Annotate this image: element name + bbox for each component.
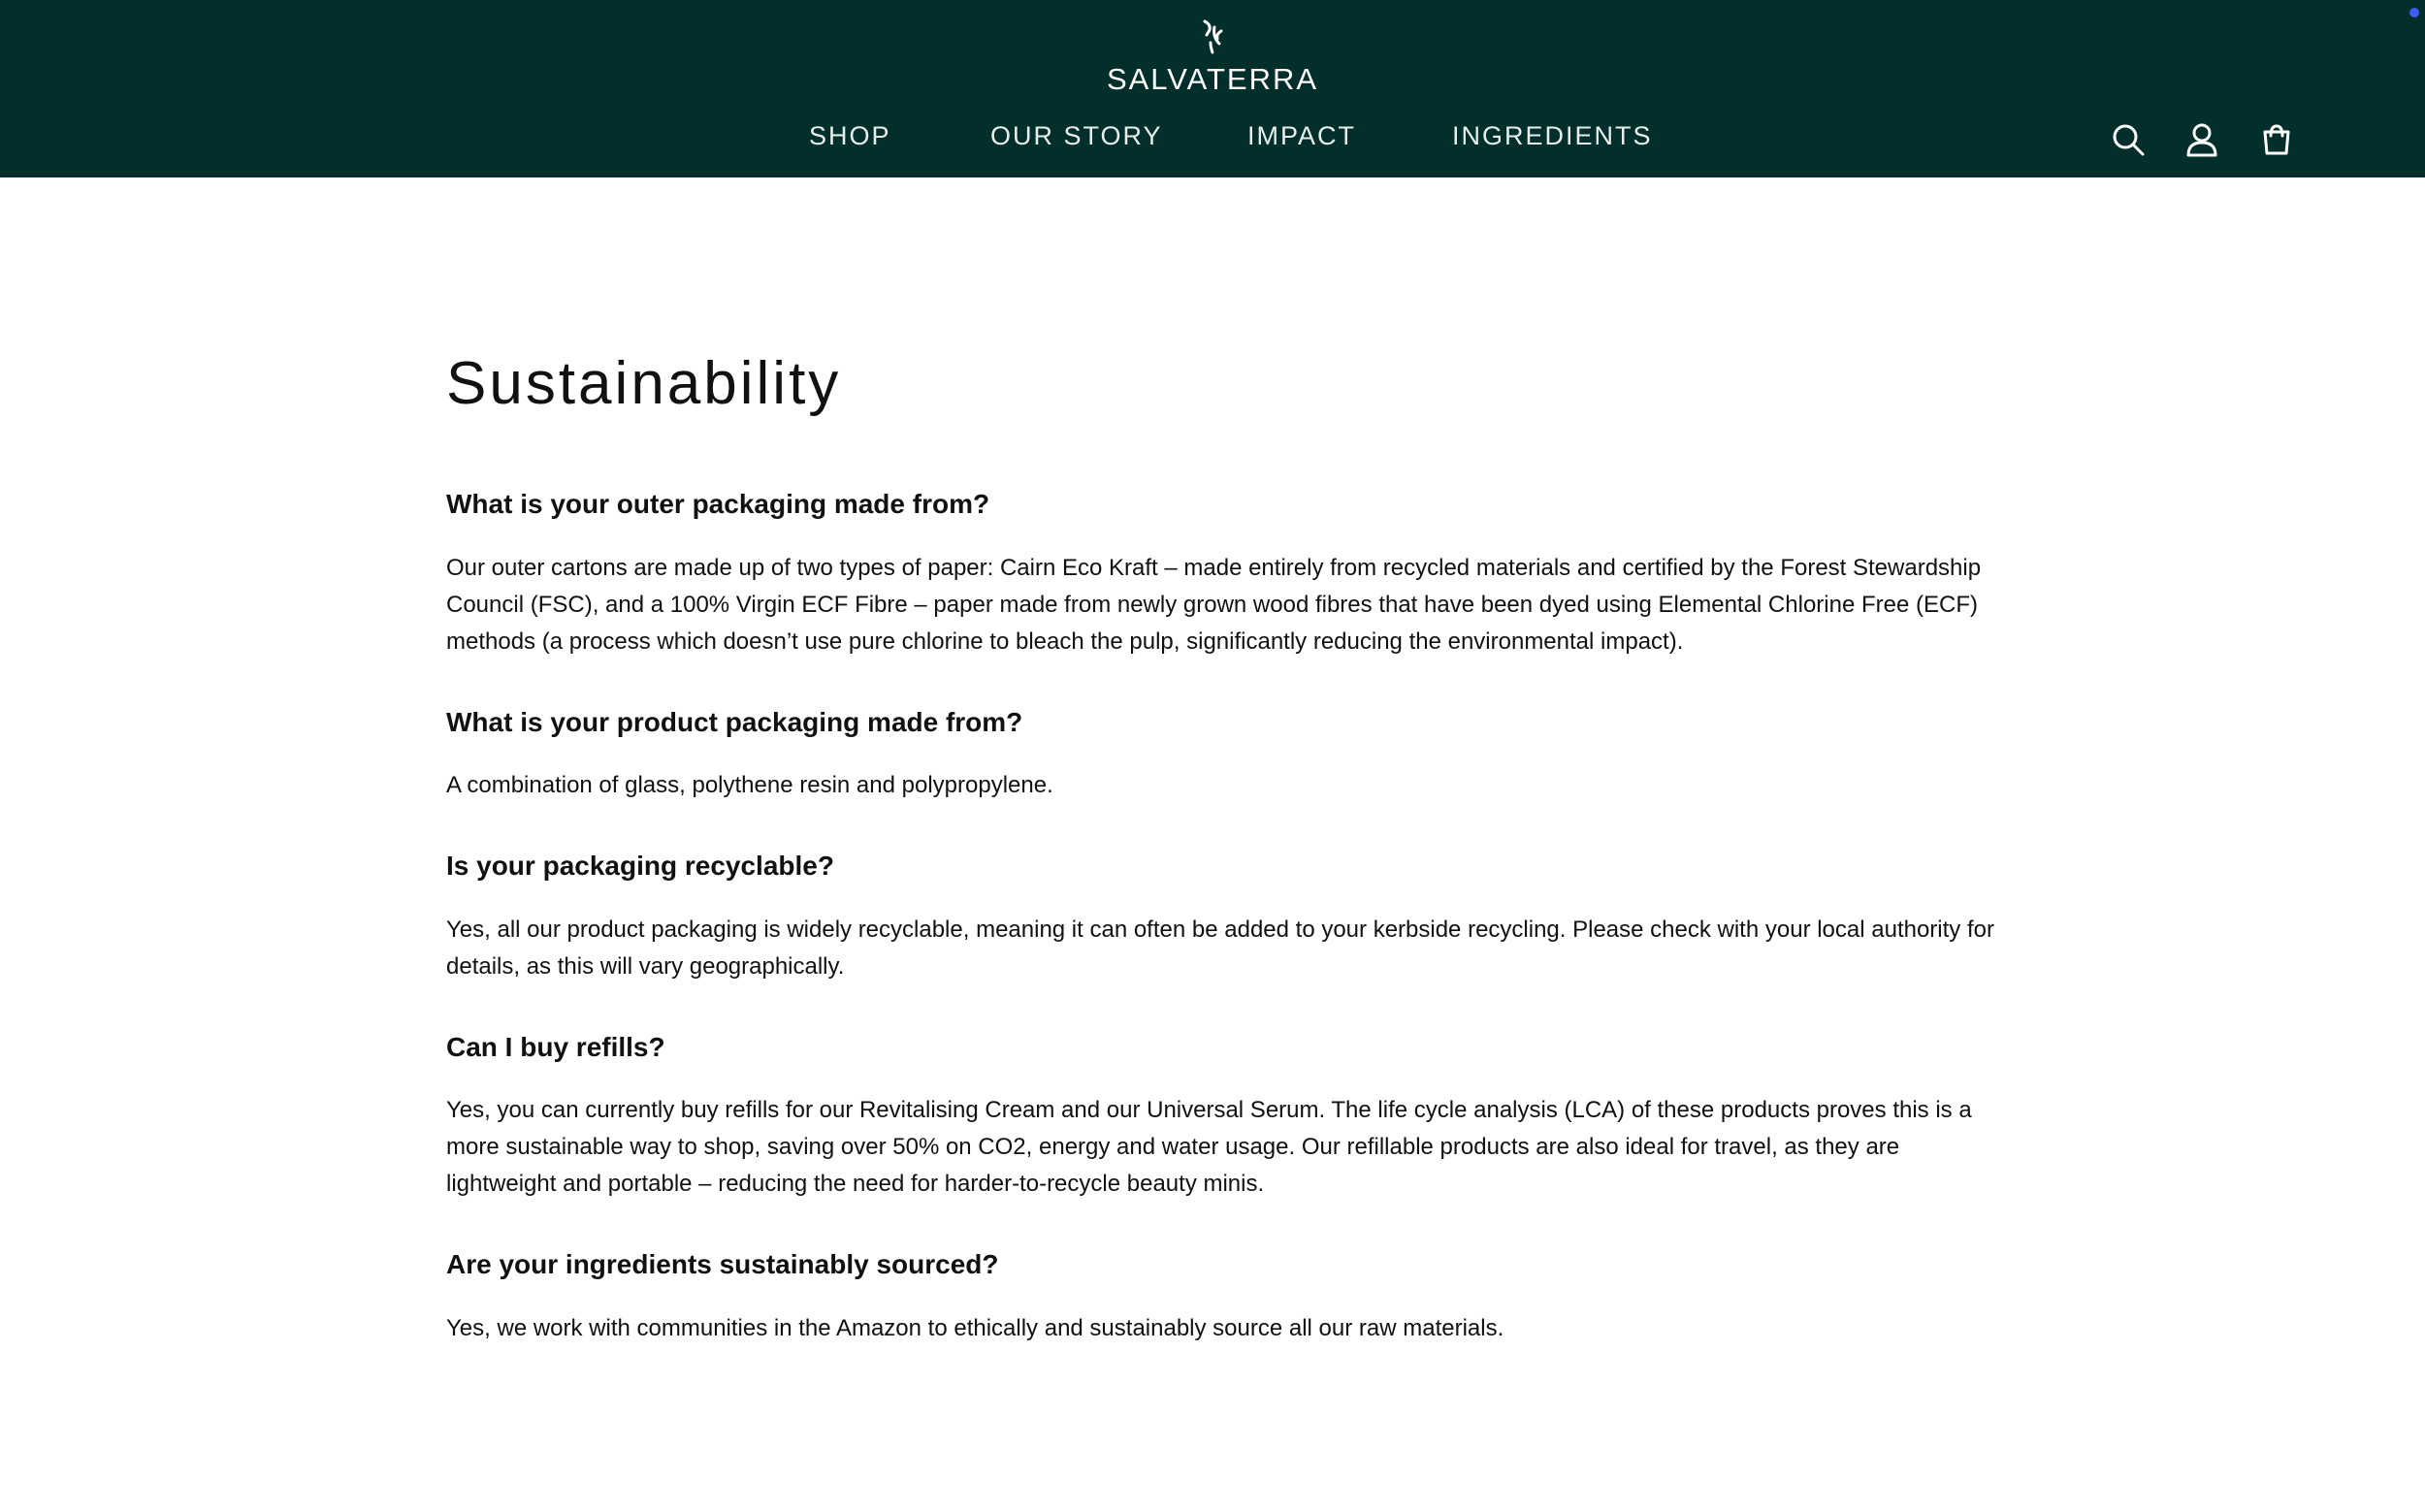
logo-mark-icon [1193, 17, 1232, 56]
account-icon[interactable] [2182, 120, 2221, 159]
cart-icon[interactable] [2257, 120, 2296, 159]
indicator-dot [2409, 8, 2419, 17]
site-header [0, 0, 2425, 177]
brand-name: SALVATERRA [1106, 62, 1319, 96]
faq-answer: Yes, we work with communities in the Amazon to ethically and sustainably source all our raw materials. [446, 1314, 1504, 1341]
faq-question: What is your outer packaging made from? [446, 489, 990, 519]
nav-shop[interactable]: SHOP [809, 121, 891, 150]
nav-our-story[interactable]: OUR STORY [990, 121, 1163, 150]
nav-impact[interactable]: IMPACT [1247, 121, 1356, 150]
main-nav [0, 121, 2425, 160]
main-content [446, 349, 1998, 1393]
faq-answer: Yes, all our product packaging is widely recyclable, meaning it can often be added to your kerbside recycling. Please check with your local authority for details, as this will vary geographically. [446, 916, 1994, 980]
faq-item [446, 488, 1998, 660]
faq-answer: A combination of glass, polythene resin and polypropylene. [446, 772, 1053, 799]
faq-item [446, 1031, 1998, 1204]
faq-question: What is your product packaging made from? [446, 706, 1023, 737]
nav-ingredients[interactable]: INGREDIENTS [1452, 121, 1653, 150]
faq-question: Is your packaging recyclable? [446, 851, 834, 882]
faq-answer: Our outer cartons are made up of two types of paper: Cairn Eco Kraft – made entirely from recycled materials and certified by the Forest Stewardship Council (FSC), and a 100% Virgin ECF Fibre – paper made from newly grown wood fibres that have been dyed using Elemental Chlorine Free (ECF) methods (a process which doesn’t use pure chlorine to bleach the pulp, significantly reducing the environmental impact). [446, 554, 1982, 655]
search-icon[interactable] [2109, 120, 2148, 159]
faq-question: Can I buy refills? [446, 1031, 665, 1062]
faq-item [446, 706, 1998, 805]
faq-item [446, 1248, 1998, 1347]
brand-logo[interactable] [1107, 17, 1318, 97]
faq-question: Are your ingredients sustainably sourced? [446, 1249, 999, 1280]
faq-answer: Yes, you can currently buy refills for our Revitalising Cream and our Universal Serum. The life cycle analysis (LCA) of these products proves this is a more sustainable way to shop, saving over 50% on CO2, energy and water usage. Our refillable products are also ideal for travel, as they are lightweight and portable – reducing the need for harder-to-recycle beauty minis. [446, 1097, 1972, 1198]
faq-item [446, 850, 1998, 985]
page-title: Sustainability [446, 350, 842, 417]
